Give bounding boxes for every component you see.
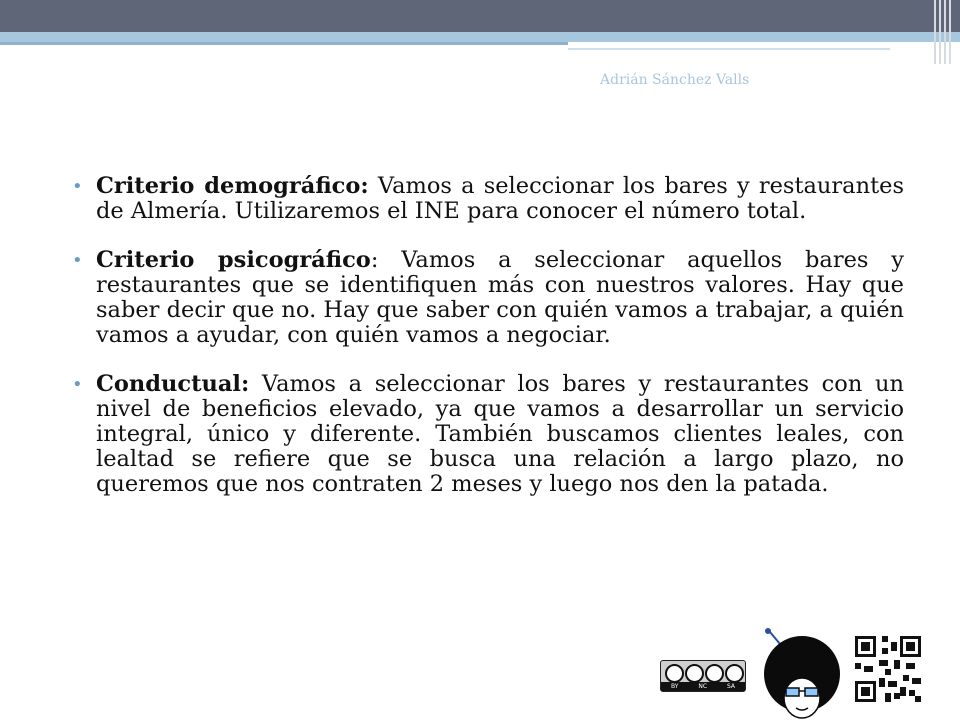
corner-stripes bbox=[934, 0, 952, 64]
by-circle bbox=[685, 664, 704, 683]
qr-code-icon bbox=[855, 636, 921, 702]
license-label-nc: NC bbox=[698, 683, 708, 690]
bullet-text: : Vamos a seleccionar aquellos bares y restaurantes que se identifiquen más con nuestros valores. Hay que saber decir que no. Hay que saber con quién vamos a trabajar, a quién vamos a ayudar, con quién vamos a negociar. bbox=[96, 247, 905, 348]
afro-avatar-icon bbox=[762, 628, 842, 720]
bullet-term: Criterio demográfico: bbox=[96, 173, 369, 199]
top-bar bbox=[0, 0, 960, 32]
top-bar-line bbox=[0, 42, 568, 45]
top-bar-line-light bbox=[568, 48, 890, 50]
bullet-term: Conductual: bbox=[96, 371, 250, 397]
license-band bbox=[661, 682, 745, 691]
sa-circle bbox=[725, 664, 744, 683]
license-label-sa: SA bbox=[726, 683, 736, 690]
author-name: Adrián Sánchez Valls bbox=[600, 72, 750, 88]
bullet-term: Criterio psicográfico bbox=[96, 247, 371, 273]
top-bar-accent bbox=[0, 32, 960, 42]
bullet-psychographic bbox=[72, 248, 904, 348]
bullet-list bbox=[72, 174, 904, 521]
bullet-text: Vamos a seleccionar los bares y restaurantes de Almería. Utilizaremos el INE para conocer el número total. bbox=[96, 173, 904, 224]
creative-commons-icon bbox=[660, 660, 746, 692]
bullet-text: Vamos a seleccionar los bares y restaurantes con un nivel de beneficios elevado, ya que vamos a desarrollar un servicio integral, único y diferente. También buscamos clientes leales, con lealtad se refiere que se busca una relación a largo plazo, no queremos que nos contraten 2 meses y luego nos den la patada. bbox=[96, 371, 904, 497]
cc-circle bbox=[665, 664, 684, 683]
bullet-demographic bbox=[72, 174, 904, 224]
bullet-behavioral bbox=[72, 372, 904, 497]
nc-circle bbox=[705, 664, 724, 683]
license-label-by: BY bbox=[670, 683, 679, 690]
